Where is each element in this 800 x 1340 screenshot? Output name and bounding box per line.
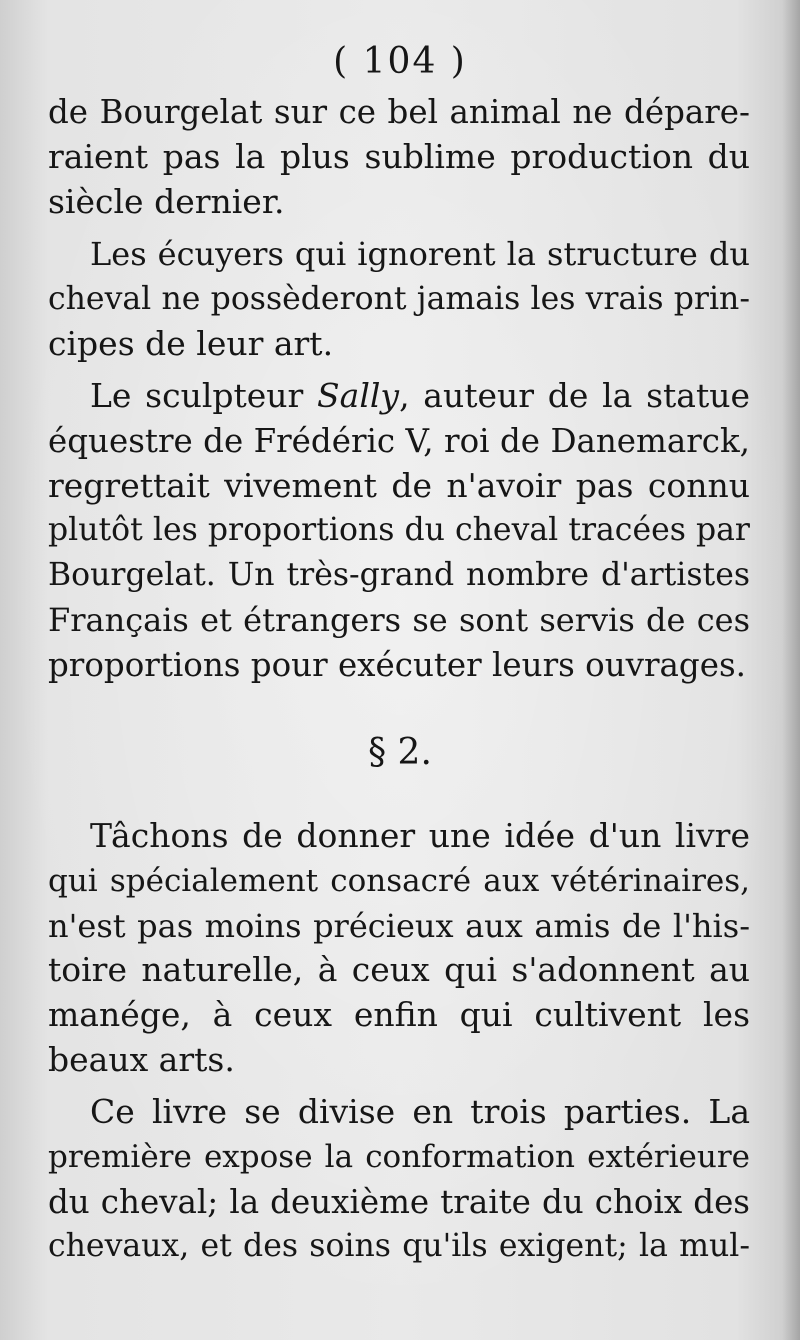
text-line: du cheval; la deuxième traite du choix des [48,1182,750,1221]
text-fragment: , auteur de la statue [399,376,750,415]
text-line: cheval ne possèderont jamais les vrais prin- [48,280,750,317]
paragraph-3 [48,374,750,688]
paragraph-4 [48,814,750,1083]
text-line: proportions pour exécuter leurs ouvrages. [48,645,746,684]
paragraph-1 [48,90,750,224]
page-number: ( 104 ) [333,41,467,82]
text-line: cipes de leur art. [48,323,334,363]
text-line: siècle dernier. [48,181,285,221]
text-line: plutôt les proportions du cheval tracées par [48,512,750,549]
text-line: Les écuyers qui ignorent la structure du [90,235,750,273]
text-line: beaux arts. [48,1039,235,1079]
text-line: chevaux, et des soins qu'ils exigent; la mul- [48,1228,750,1265]
text-line: de Bourgelat sur ce bel animal ne dépare- [48,93,750,131]
italic-name: Sally [317,376,400,415]
text-line: toire naturelle, à ceux qui s'adonnent au [48,950,750,990]
text-line: regrettait vivement de n'avoir pas connu [48,465,750,505]
text-line: Ce livre se divise en trois parties. La [90,1092,750,1131]
text-line: Tâchons de donner une idée d'un livre [90,816,750,855]
text-line: équestre de Frédéric V, roi de Danemarck, [48,421,750,460]
text-line: raient pas la plus sublime production du [48,136,750,176]
text-line: Français et étrangers se sont servis de ces [48,600,750,639]
text-line: n'est pas moins précieux aux amis de l'his- [48,906,750,945]
text-line: qui spécialement consacré aux vétérinaires, [48,862,750,899]
text-line: Bourgelat. Un très-grand nombre d'artistes [48,557,750,594]
paragraph-2 [48,232,750,366]
text-line: première expose la conformation extérieure [48,1138,750,1175]
text-fragment: Le sculpteur [90,376,318,415]
text-line [48,374,750,419]
text-line: manége, à ceux enfin qui cultivent les [48,995,750,1035]
paragraph-5 [48,1090,750,1269]
section-heading: § 2. [368,732,432,773]
